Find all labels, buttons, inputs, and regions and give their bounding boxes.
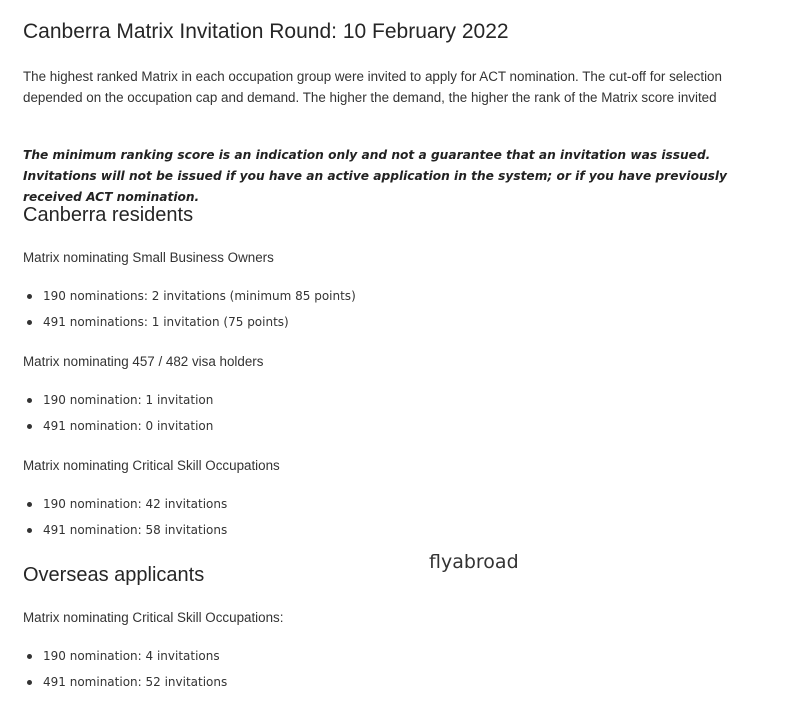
list-critical-skill-overseas (23, 643, 227, 695)
section-heading-canberra-residents: Canberra residents (23, 204, 194, 226)
intro-paragraph: The highest ranked Matrix in each occupation group were invited to apply for ACT nomination. The cut-off for selection depended on the occupation cap and demand. The higher the demand, the higher the rank of the Matrix score invited (23, 69, 722, 105)
notice-paragraph: The minimum ranking score is an indication only and not a guarantee that an invitation was issued. Invitations will not be issued if you have an active application in the system; or if you have previously received ACT nomination. (23, 148, 728, 204)
sub-heading-small-business-owners: Matrix nominating Small Business Owners (23, 250, 274, 265)
page-title: Canberra Matrix Invitation Round: 10 February 2022 (23, 20, 509, 43)
list-small-business-owners (23, 283, 356, 335)
list-item: 190 nomination: 1 invitation (23, 387, 213, 413)
list-critical-skill-residents (23, 491, 227, 543)
list-item: 190 nominations: 2 invitations (minimum 85 points) (23, 283, 356, 309)
sub-heading-critical-skill-overseas: Matrix nominating Critical Skill Occupations: (23, 610, 284, 625)
section-heading-overseas-applicants: Overseas applicants (23, 564, 205, 586)
list-item: 491 nominations: 1 invitation (75 points) (23, 309, 356, 335)
list-item: 491 nomination: 52 invitations (23, 669, 227, 695)
list-item: 491 nomination: 0 invitation (23, 413, 213, 439)
sub-heading-visa-holders: Matrix nominating 457 / 482 visa holders (23, 354, 264, 369)
list-visa-holders (23, 387, 213, 439)
watermark-text: flyabroad (429, 551, 519, 573)
list-item: 491 nomination: 58 invitations (23, 517, 227, 543)
sub-heading-critical-skill-residents: Matrix nominating Critical Skill Occupations (23, 458, 280, 473)
list-item: 190 nomination: 4 invitations (23, 643, 227, 669)
list-item: 190 nomination: 42 invitations (23, 491, 227, 517)
